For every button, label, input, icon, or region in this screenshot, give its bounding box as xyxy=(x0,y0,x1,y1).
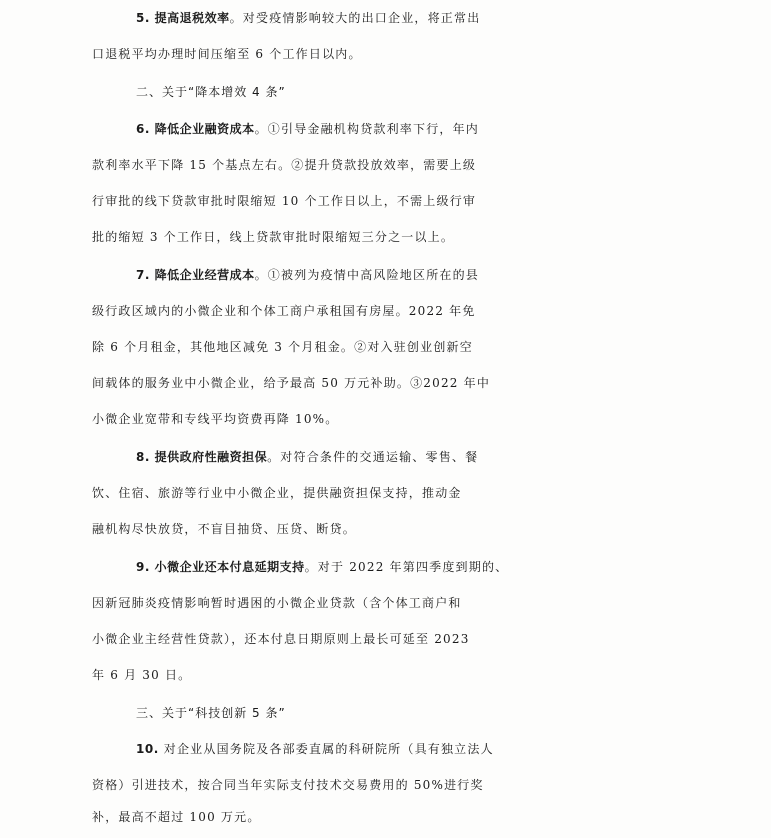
line-text: 口退税平均办理时间压缩至 6 个工作日以内。 xyxy=(92,47,362,61)
line-text: 。①引导金融机构贷款利率下行，年内 xyxy=(254,122,479,136)
paragraph-line xyxy=(92,296,771,326)
line-text: 对企业从国务院及各部委直属的科研院所（具有独立法人 xyxy=(158,742,494,756)
paragraph-line xyxy=(92,802,771,832)
item-heading: 6. 降低企业融资成本 xyxy=(136,122,255,136)
line-text: 行审批的线下贷款审批时限缩短 10 个工作日以上，不需上级行审 xyxy=(92,194,477,208)
paragraph-line xyxy=(92,368,771,398)
line-text: 小微企业主经营性贷款），还本付息日期原则上最长可延至 2023 xyxy=(92,632,470,646)
section-heading xyxy=(136,698,771,728)
section-heading xyxy=(136,77,771,107)
line-text: 二、关于“降本增效 4 条” xyxy=(136,85,286,99)
line-text: 级行政区域内的小微企业和个体工商户承租国有房屋。2022 年免 xyxy=(92,304,476,318)
line-text: 三、关于“科技创新 5 条” xyxy=(136,706,286,720)
line-text: 融机构尽快放贷，不盲目抽贷、压贷、断贷。 xyxy=(92,522,357,536)
line-text: 因新冠肺炎疫情影响暂时遇困的小微企业贷款（含个体工商户和 xyxy=(92,596,462,610)
line-text: 。对符合条件的交通运输、零售、餐 xyxy=(267,450,479,464)
paragraph-line xyxy=(92,332,771,362)
item-heading: 9. 小微企业还本付息延期支持 xyxy=(136,560,305,574)
line-text: 批的缩短 3 个工作日，线上贷款审批时限缩短三分之一以上。 xyxy=(92,230,455,244)
line-text: 年 6 月 30 日。 xyxy=(92,668,192,682)
line-text: 间载体的服务业中小微企业，给予最高 50 万元补助。③2022 年中 xyxy=(92,376,491,390)
paragraph-line xyxy=(92,404,771,434)
paragraph-line xyxy=(92,660,771,690)
paragraph-line xyxy=(92,770,771,800)
paragraph-line xyxy=(92,514,771,544)
line-text: 。①被列为疫情中高风险地区所在的县 xyxy=(254,268,479,282)
paragraph-line xyxy=(92,588,771,618)
paragraph-line xyxy=(92,624,771,654)
paragraph-line xyxy=(136,260,771,290)
paragraph-line xyxy=(136,442,771,472)
paragraph-line xyxy=(92,478,771,508)
item-heading: 5. 提高退税效率 xyxy=(136,11,230,25)
line-text: 资格）引进技术，按合同当年实际支付技术交易费用的 50%进行奖 xyxy=(92,778,484,792)
paragraph-line xyxy=(92,39,771,69)
line-text: 饮、住宿、旅游等行业中小微企业，提供融资担保支持，推动金 xyxy=(92,486,462,500)
paragraph-line xyxy=(136,734,771,764)
item-heading: 7. 降低企业经营成本 xyxy=(136,268,255,282)
line-text: 款利率水平下降 15 个基点左右。②提升贷款投放效率，需要上级 xyxy=(92,158,477,172)
line-text: 除 6 个月租金，其他地区减免 3 个月租金。②对入驻创业创新空 xyxy=(92,340,473,354)
paragraph-line xyxy=(136,114,771,144)
paragraph-line xyxy=(92,222,771,252)
item-heading: 10. xyxy=(136,742,159,756)
paragraph-line xyxy=(136,552,771,582)
line-text: 。对于 2022 年第四季度到期的、 xyxy=(304,560,509,574)
paragraph-line xyxy=(136,3,771,33)
line-text: 。对受疫情影响较大的出口企业，将正常出 xyxy=(229,11,481,25)
paragraph-line xyxy=(92,150,771,180)
item-heading: 8. 提供政府性融资担保 xyxy=(136,450,268,464)
line-text: 补，最高不超过 100 万元。 xyxy=(92,810,261,824)
paragraph-line xyxy=(92,186,771,216)
line-text: 小微企业宽带和专线平均资费再降 10%。 xyxy=(92,412,339,426)
